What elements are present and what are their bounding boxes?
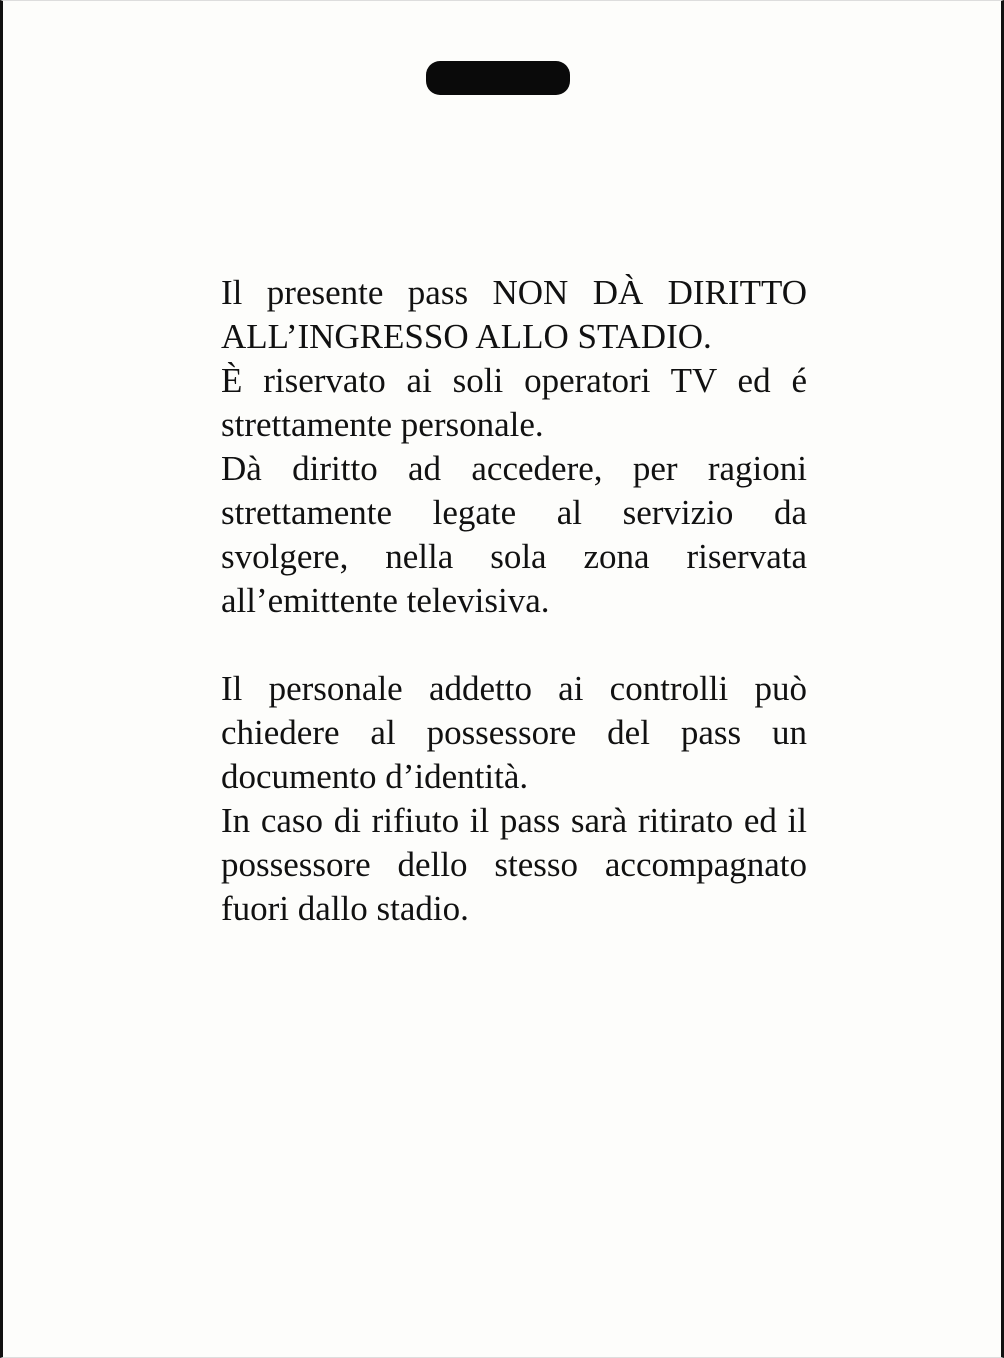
paragraph-identity-check: Il personale addetto ai controlli può chiedere al possessore del pass un documento d’identità. — [221, 669, 807, 796]
paragraph-reserved-tv: È riservato ai soli operatori TV ed é strettamente personale. — [221, 361, 807, 444]
paragraph-no-entry: Il presente pass NON DÀ DIRITTO ALL’INGRESSO ALLO STADIO. — [221, 273, 807, 356]
paragraph-refusal: In caso di rifiuto il pass sarà ritirato ed il possessore dello stesso accompagnato fuori dallo stadio. — [221, 801, 807, 928]
paragraph-spacer — [221, 623, 807, 667]
pass-terms-text — [221, 271, 807, 931]
paragraph-access-zone: Dà diritto ad accedere, per ragioni strettamente legate al servizio da svolgere, nella sola zona riservata all’emittente televisiva. — [221, 449, 807, 620]
redacted-area — [426, 61, 570, 95]
